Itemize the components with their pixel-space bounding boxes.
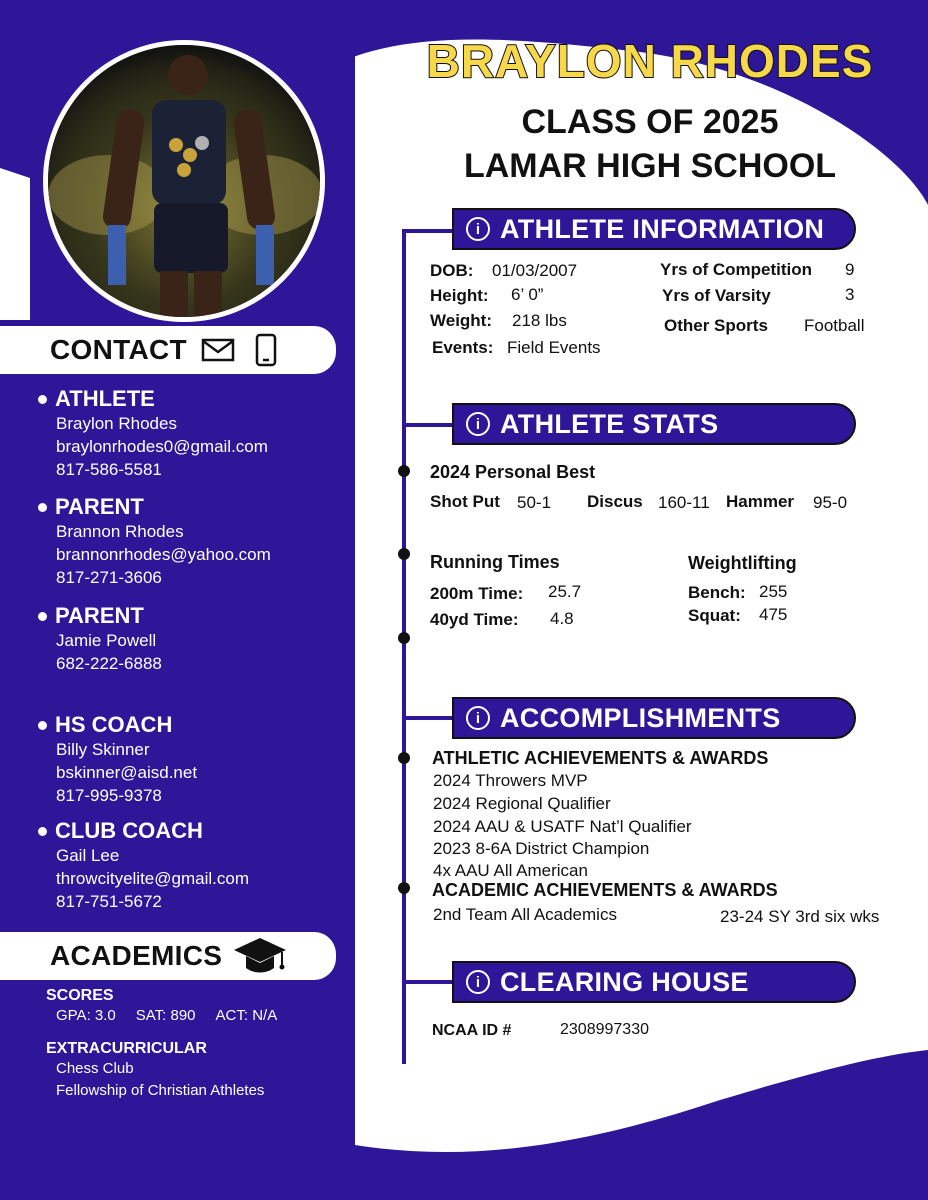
athlete-name: Braylon Rhodes xyxy=(56,414,177,433)
timeline-bullet xyxy=(398,882,410,894)
club-coach-email[interactable]: throwcityelite@gmail.com xyxy=(56,869,249,888)
academics-header xyxy=(0,932,336,980)
accomplishments-banner xyxy=(452,697,856,739)
academic-item: 2nd Team All Academics xyxy=(433,905,617,924)
class-of: CLASS OF 2025 xyxy=(521,103,779,141)
hammer-value: 95-0 xyxy=(813,493,848,512)
sat: SAT: 890 xyxy=(135,1007,196,1024)
act: ACT: N/A xyxy=(215,1007,278,1024)
other-sports-value: Football xyxy=(804,316,865,335)
hs-coach-email[interactable]: bskinner@aisd.net xyxy=(56,763,198,782)
timeline-bullet xyxy=(398,465,410,477)
hammer-label: Hammer xyxy=(726,492,795,511)
bench-label: Bench: xyxy=(688,583,746,602)
weights-heading: Weightlifting xyxy=(688,553,797,573)
yrs-competition-label: Yrs of Competition xyxy=(660,260,813,279)
timeline-bullet xyxy=(398,632,410,644)
parent-1-email[interactable]: brannonrhodes@yahoo.com xyxy=(56,545,271,564)
squat-label: Squat: xyxy=(688,606,741,625)
info-icon: i xyxy=(466,412,490,436)
t200-value: 25.7 xyxy=(548,582,582,601)
role-club-coach: CLUB COACH xyxy=(55,818,203,843)
athletic-item-3: 2024 AAU & USATF Nat’l Qualifier xyxy=(433,817,692,836)
contact-parent-1 xyxy=(38,494,271,589)
role-parent-1: PARENT xyxy=(55,494,144,519)
clearing-house-banner xyxy=(452,961,856,1003)
shot-label: Shot Put xyxy=(430,492,500,511)
yrs-varsity-label: Yrs of Varsity xyxy=(662,286,771,305)
athletic-item-2: 2024 Regional Qualifier xyxy=(433,794,611,813)
athlete-stats-banner xyxy=(452,403,856,445)
contact-hs-coach xyxy=(38,712,197,807)
academics-scores xyxy=(38,987,277,1027)
squat-value: 475 xyxy=(759,605,788,624)
dob-label: DOB: xyxy=(430,261,474,280)
scores-label: SCORES xyxy=(46,987,114,1004)
weight-label: Weight: xyxy=(430,311,493,330)
dob-value: 01/03/2007 xyxy=(492,261,578,280)
timeline-bullet xyxy=(398,548,410,560)
left-white-notch xyxy=(0,168,30,320)
contact-title: CONTACT xyxy=(50,334,187,365)
parent-2-name: Jamie Powell xyxy=(56,631,157,650)
info-icon: i xyxy=(466,970,490,994)
timeline-bullet xyxy=(398,752,410,764)
accomplishments-title: ACCOMPLISHMENTS xyxy=(500,702,781,733)
timeline-branch xyxy=(402,716,454,720)
ncaa-id: 2308997330 xyxy=(560,1021,649,1038)
info-icon: i xyxy=(466,217,490,241)
athlete-email[interactable]: braylonrhodes0@gmail.com xyxy=(56,437,268,456)
yrs-competition-value: 9 xyxy=(845,260,855,279)
parent-2-phone[interactable]: 682-222-6888 xyxy=(56,654,162,673)
role-parent-2: PARENT xyxy=(55,603,144,628)
athlete-info-banner xyxy=(452,208,856,250)
athletic-item-1: 2024 Throwers MVP xyxy=(433,771,588,790)
hs-coach-name: Billy Skinner xyxy=(56,740,150,759)
other-sports-label: Other Sports xyxy=(664,316,768,335)
running-heading: Running Times xyxy=(430,552,560,572)
academics-title: ACADEMICS xyxy=(50,940,223,971)
hs-coach-phone[interactable]: 817-995-9378 xyxy=(56,786,162,805)
height-value: 6’ 0” xyxy=(511,285,544,304)
yrs-varsity-value: 3 xyxy=(845,285,855,304)
weight-value: 218 lbs xyxy=(512,311,567,330)
athletic-item-4: 2023 8-6A District Champion xyxy=(433,839,650,858)
contact-header xyxy=(0,326,336,374)
phone-icon xyxy=(255,333,277,367)
athlete-photo xyxy=(43,40,325,322)
info-icon: i xyxy=(466,706,490,730)
parent-1-name: Brannon Rhodes xyxy=(56,522,184,541)
academics-extracurricular xyxy=(38,1040,264,1102)
timeline-line xyxy=(402,230,406,1064)
contact-parent-2 xyxy=(38,603,162,675)
pb-heading: 2024 Personal Best xyxy=(430,462,596,482)
athlete-phone[interactable]: 817-586-5581 xyxy=(56,460,162,479)
contact-club-coach xyxy=(38,818,249,913)
graduation-cap-icon xyxy=(232,936,288,976)
activity-2: Fellowship of Christian Athletes xyxy=(56,1082,265,1099)
height-label: Height: xyxy=(430,286,489,305)
timeline-branch xyxy=(402,980,454,984)
ncaa-label: NCAA ID # xyxy=(432,1022,512,1039)
shot-value: 50-1 xyxy=(517,493,552,512)
parent-1-phone[interactable]: 817-271-3606 xyxy=(56,568,162,587)
clearing-house-title: CLEARING HOUSE xyxy=(500,966,749,997)
t200-label: 200m Time: xyxy=(430,584,524,603)
school-name: LAMAR HIGH SCHOOL xyxy=(463,147,837,185)
athlete-info-title: ATHLETE INFORMATION xyxy=(500,213,825,244)
role-hs-coach: HS COACH xyxy=(55,712,173,737)
timeline-branch xyxy=(402,229,454,233)
athlete-photo-illustration xyxy=(48,45,320,317)
academic-heading: ACADEMIC ACHIEVEMENTS & AWARDS xyxy=(432,880,778,900)
club-coach-phone[interactable]: 817-751-5672 xyxy=(56,892,162,911)
athlete-name-title: BRAYLON RHODES xyxy=(426,35,874,87)
contact-athlete xyxy=(38,386,268,481)
athlete-stats-title: ATHLETE STATS xyxy=(500,408,719,439)
discus-value: 160-11 xyxy=(658,493,710,512)
club-coach-name: Gail Lee xyxy=(56,846,120,865)
role-athlete: ATHLETE xyxy=(55,386,155,411)
extracurricular-label: EXTRACURRICULAR xyxy=(46,1040,207,1057)
bench-value: 255 xyxy=(759,582,788,601)
timeline-branch xyxy=(402,423,454,427)
academic-note: 23-24 SY 3rd six wks xyxy=(720,907,880,926)
discus-label: Discus xyxy=(587,492,643,511)
t40-value: 4.8 xyxy=(550,609,574,628)
gpa: GPA: 3.0 xyxy=(56,1007,116,1024)
t40-label: 40yd Time: xyxy=(430,610,519,629)
athletic-heading: ATHLETIC ACHIEVEMENTS & AWARDS xyxy=(432,748,769,768)
events-value: Field Events xyxy=(507,338,601,357)
envelope-icon xyxy=(201,338,235,362)
athletic-item-5: 4x AAU All American xyxy=(433,861,588,880)
activity-1: Chess Club xyxy=(56,1060,134,1077)
events-label: Events: xyxy=(432,338,494,357)
